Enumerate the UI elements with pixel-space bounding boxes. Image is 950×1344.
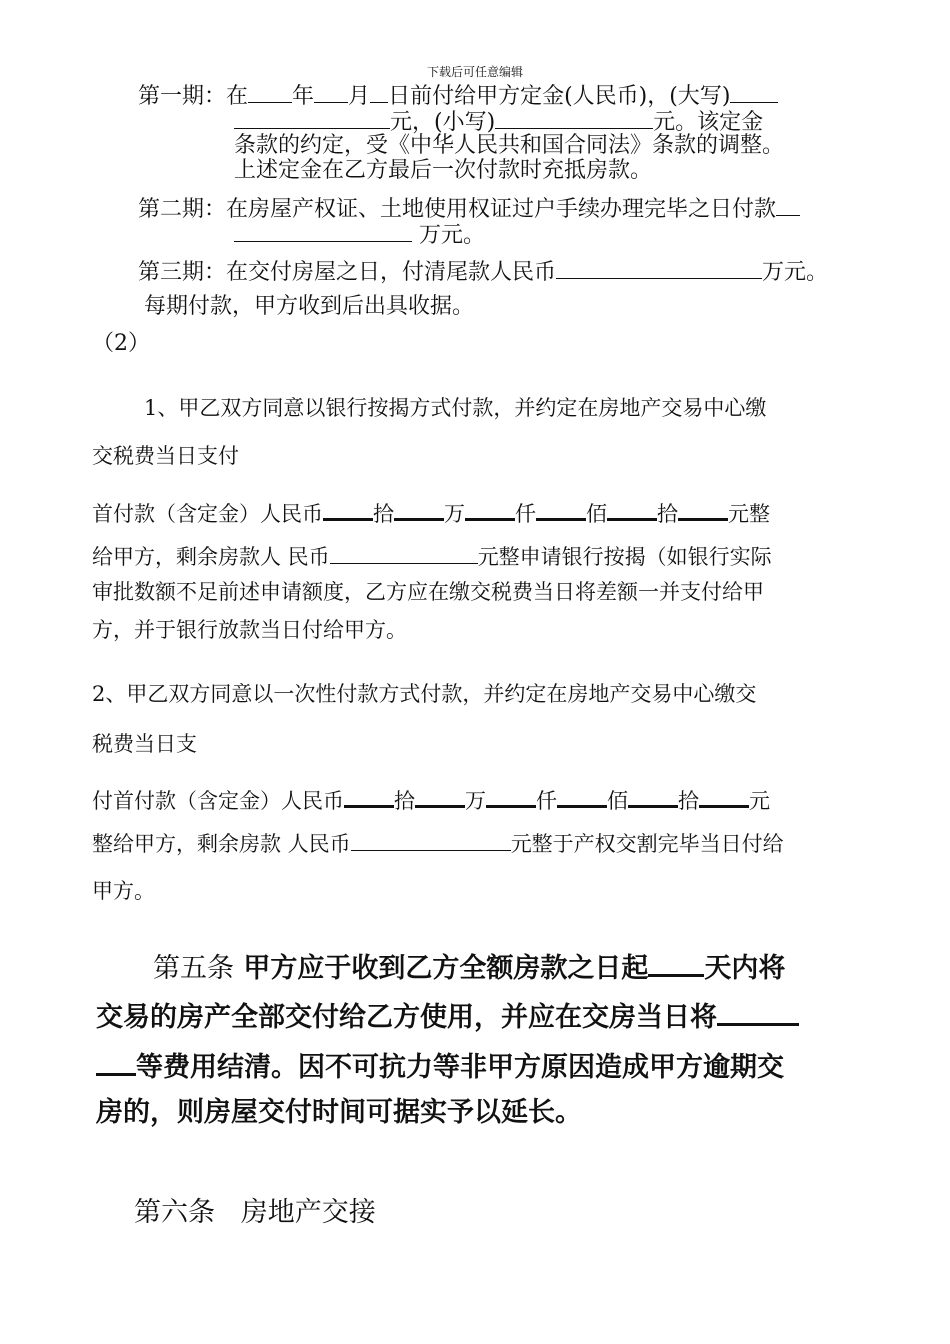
period1-line4: 上述定金在乙方最后一次付款时充抵房款。 (234, 158, 653, 183)
item1-line3: 首付款（含定金）人民币 拾 万 仟 佰 拾 元整 (92, 492, 770, 528)
item1-line5: 审批数额不足前述申请额度，乙方应在缴交税费当日将差额一并支付给甲 (92, 580, 764, 604)
period1-line2: 元，(小写) 元。该定金 (234, 106, 763, 137)
article5-line2: 交易的房产全部交付给乙方使用，并应在交房当日将 (96, 997, 799, 1035)
period1-line3: 条款的约定，受《中华人民共和国合同法》条款的调整。 (234, 133, 785, 158)
period2-line1: 第二期：在房屋产权证、土地使用权证过户手续办理完毕之日付款 (138, 193, 800, 224)
article5-line3: 等费用结清。因不可抗力等非甲方原因造成甲方逾期交 (96, 1047, 784, 1085)
option2-label: （2） (92, 331, 150, 356)
article5-line4: 房的，则房屋交付时间可据实予以延长。 (96, 1097, 582, 1128)
item2-line4: 整给甲方，剩余房款 人民币 元整于产权交割完毕当日付给 (92, 828, 784, 858)
item2-line1: 2、甲乙双方同意以一次性付款方式付款，并约定在房地产交易中心缴交 (92, 682, 757, 706)
article5-line1: 第五条 甲方应于收到乙方全额房款之日起 天内将 (153, 948, 785, 986)
receipt-note: 每期付款，甲方收到后出具收据。 (144, 294, 475, 319)
article5-title: 第五条 (153, 953, 234, 984)
item1-line2: 交税费当日支付 (92, 444, 239, 468)
header-note: 下载后可任意编辑 (426, 65, 523, 79)
period1-label: 第一期： (138, 84, 227, 109)
article6-title: 第六条 (134, 1197, 215, 1228)
item2-line2: 税费当日支 (92, 732, 197, 756)
article6-heading: 第六条 房地产交接 (134, 1197, 376, 1228)
item1-line1: 1、甲乙双方同意以银行按揭方式付款，并约定在房地产交易中心缴 (144, 396, 767, 420)
period2-label: 第二期： (138, 197, 227, 222)
item1-line4: 给甲方，剩余房款人 民币 元整申请银行按揭（如银行实际 (92, 541, 772, 571)
item2-line5: 甲方。 (92, 879, 155, 903)
period3-line1: 第三期：在交付房屋之日，付清尾款人民币 万元。 (138, 256, 828, 287)
period1-line1: 第一期：在 年 月 日前付给甲方定金(人民币)，(大写) (138, 80, 778, 111)
item2-line3: 付首付款（含定金）人民币 拾 万 仟 佰 拾 元 (92, 779, 770, 815)
period2-line2: 万元。 (234, 219, 485, 250)
item1-line6: 方，并于银行放款当日付给甲方。 (92, 618, 407, 642)
period3-label: 第三期： (138, 260, 227, 285)
